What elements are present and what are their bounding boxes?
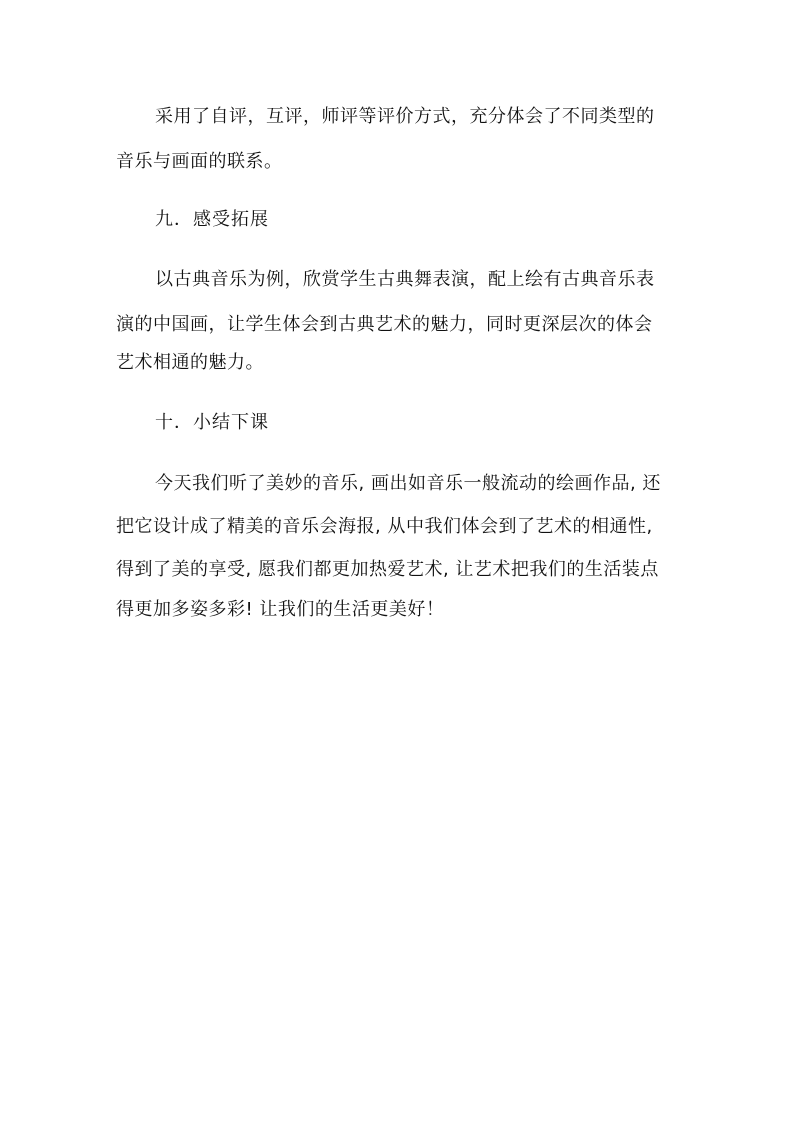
paragraph-line: 得更加多姿多彩! 让我们的生活更美好！ — [116, 599, 445, 620]
paragraph-line: 演的中国画，让学生体会到古典艺术的魅力，同时更深层次的体会 — [116, 314, 653, 335]
paragraph-line: 得到了美的享受, 愿我们都更加热爱艺术, 让艺术把我们的生活装点 — [116, 559, 659, 580]
paragraph-line: 以古典音乐为例，欣赏学生古典舞表演，配上绘有古典音乐表 — [155, 269, 655, 290]
paragraph-line: 把它设计成了精美的音乐会海报, 从中我们体会到了艺术的相通性, — [116, 516, 653, 537]
paragraph-line: 音乐与画面的联系。 — [116, 151, 283, 172]
paragraph-line: 艺术相通的魅力。 — [116, 352, 264, 373]
paragraph-line: 今天我们听了美妙的音乐, 画出如音乐一般流动的绘画作品, 还 — [155, 473, 661, 494]
section-heading: 九．感受拓展 — [155, 209, 269, 230]
paragraph-line: 采用了自评，互评，师评等评价方式，充分体会了不同类型的 — [155, 106, 655, 127]
section-heading: 十．小结下课 — [155, 412, 269, 433]
